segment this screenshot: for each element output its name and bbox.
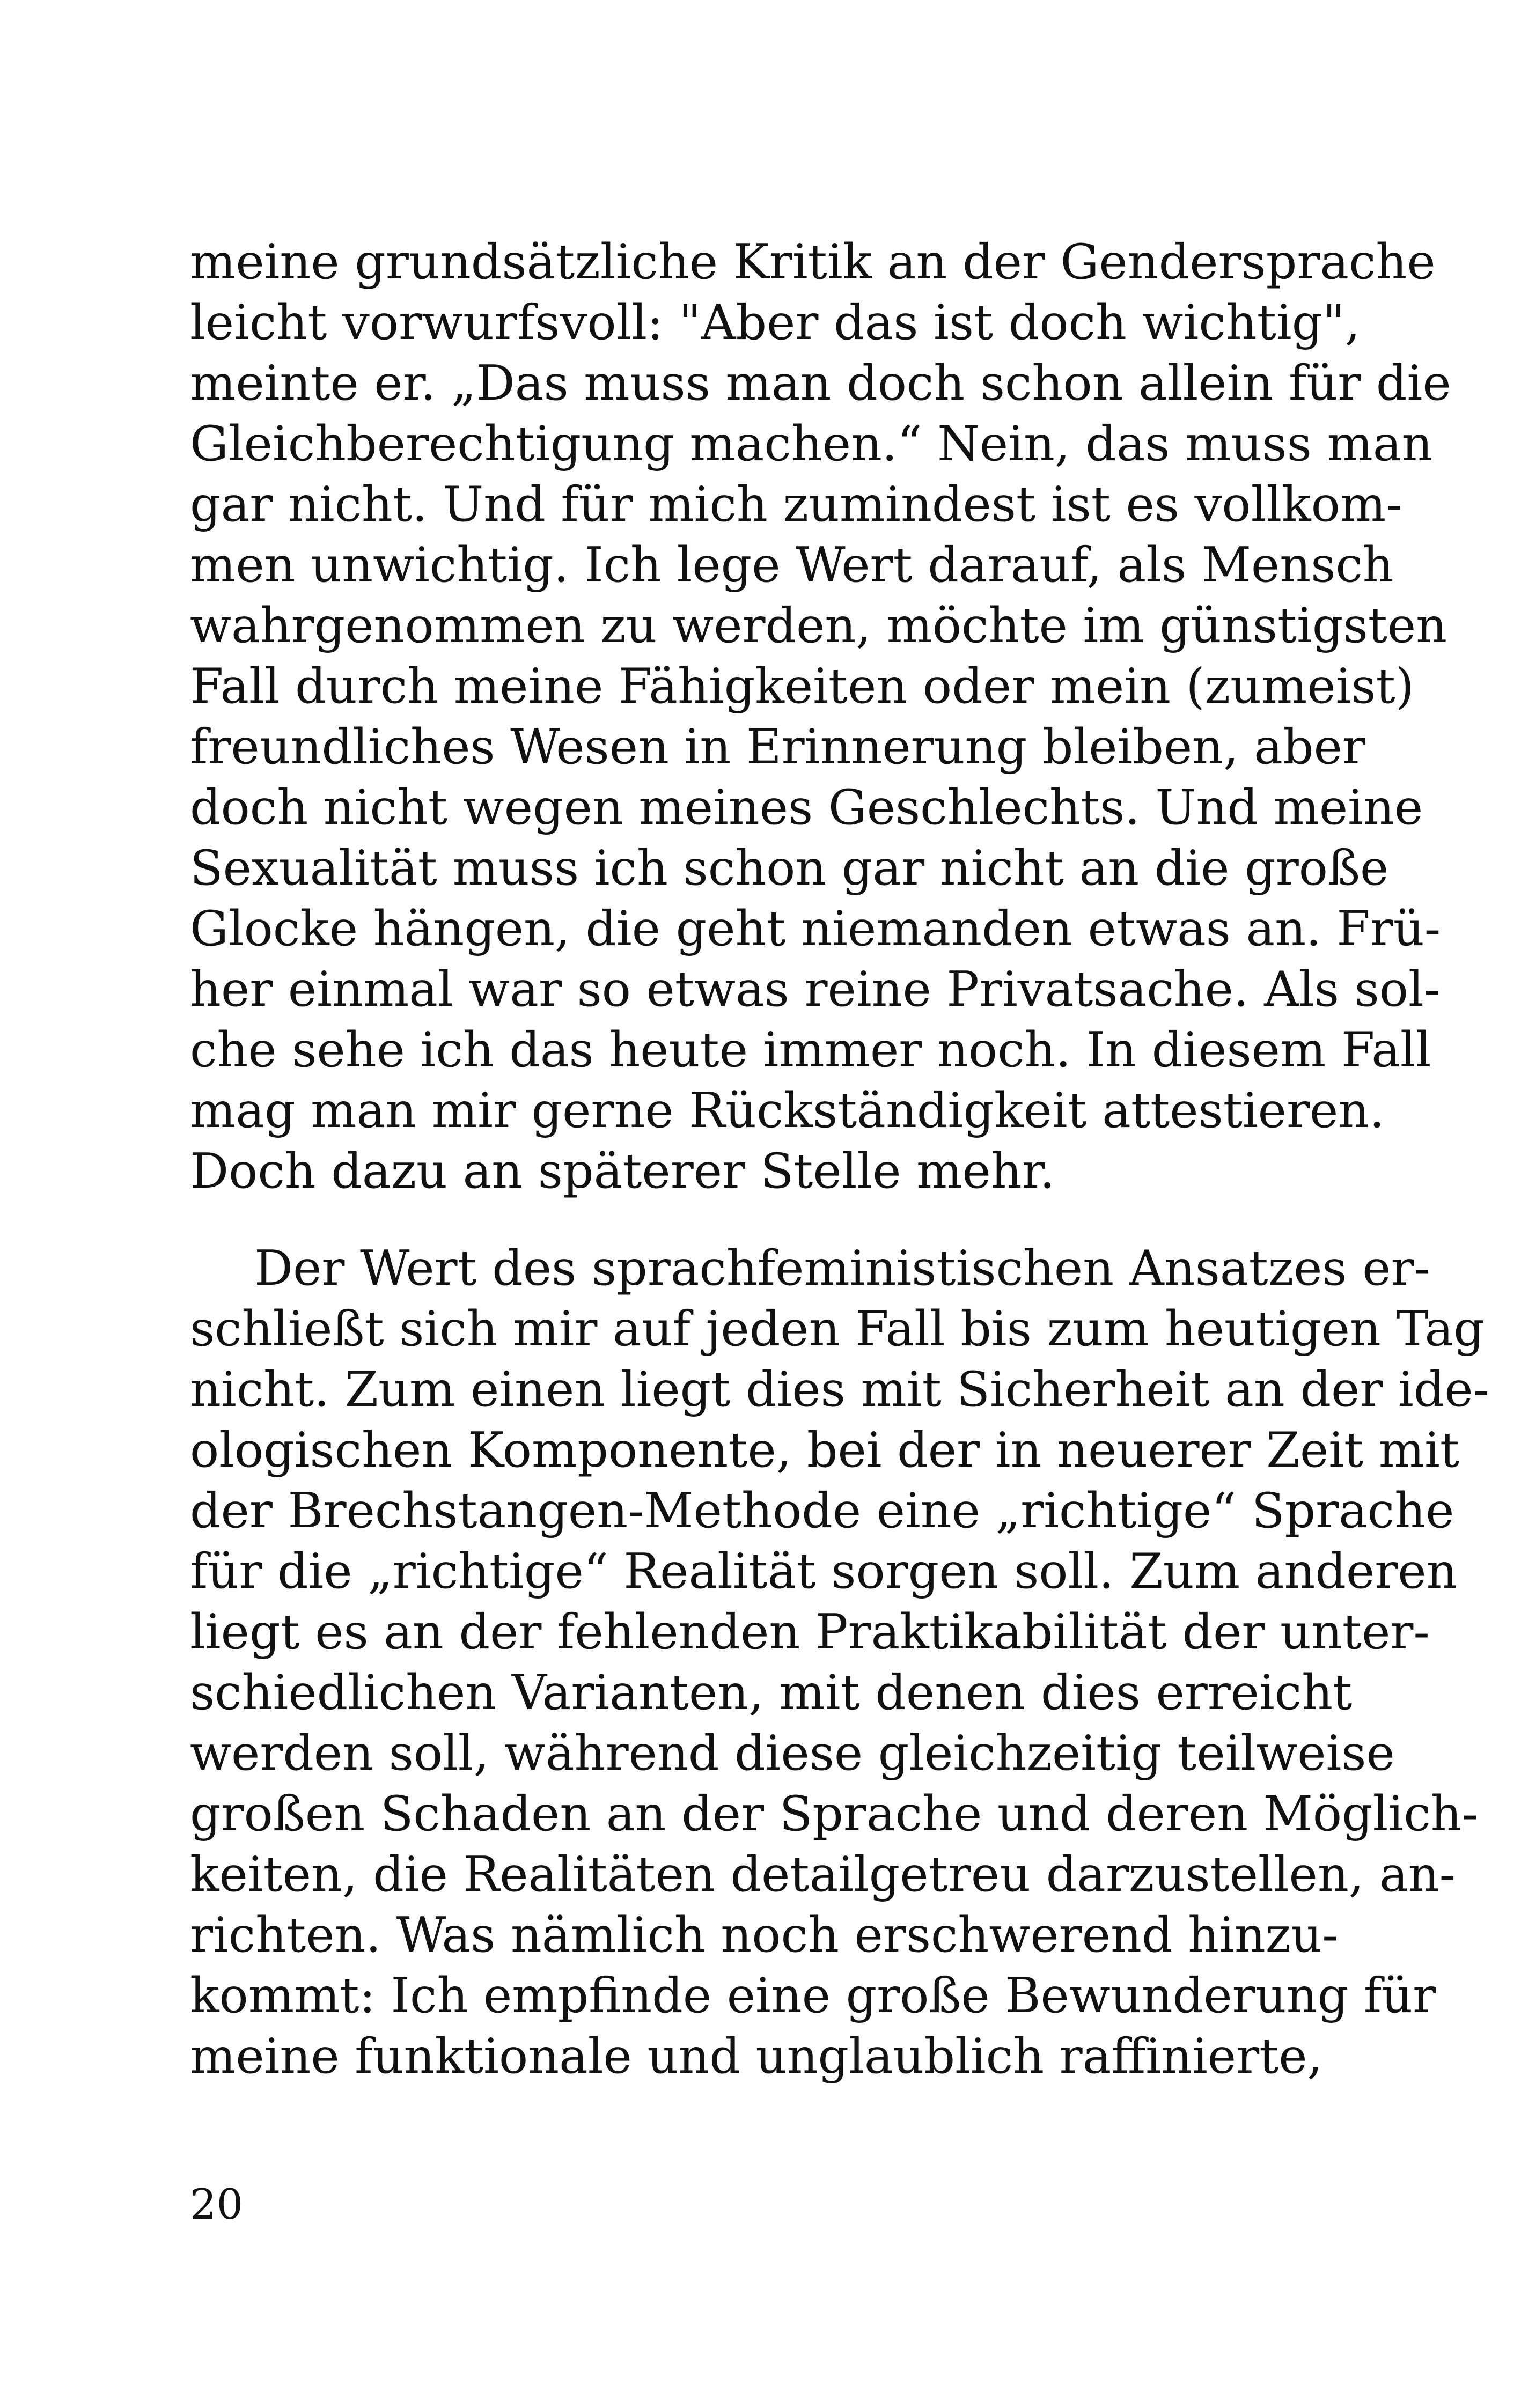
text-line: Doch dazu an späterer Stelle mehr. — [190, 1143, 1055, 1199]
text-line: her einmal war so etwas reine Privatsache. Als sol- — [190, 961, 1441, 1018]
text-line: großen Schaden an der Sprache und deren Möglich- — [190, 1786, 1478, 1842]
text-line: schiedlichen Varianten, mit denen dies erreicht — [190, 1665, 1353, 1721]
text-line: leicht vorwurfsvoll: "Aber das ist doch wichtig", — [190, 294, 1361, 351]
text-line: meinte er. „Das muss man doch schon allein für die — [190, 355, 1451, 411]
text-line: Sexualität muss ich schon gar nicht an die große — [190, 840, 1389, 896]
text-line: Fall durch meine Fähigkeiten oder mein (zumeist) — [190, 658, 1414, 715]
text-line: wahrgenommen zu werden, möchte im günstigsten — [190, 598, 1447, 654]
text-line: Glocke hängen, die geht niemanden etwas an. Frü- — [190, 901, 1441, 957]
text-line: liegt es an der fehlenden Praktikabilität der unter- — [190, 1604, 1430, 1660]
text-line: meine grundsätzliche Kritik an der Gendersprache — [190, 234, 1436, 290]
text-line: nicht. Zum einen liegt dies mit Sicherheit an der ide- — [190, 1361, 1490, 1418]
page-number: 20 — [190, 2181, 244, 2229]
text-line: meine funktionale und unglaublich raffinierte, — [190, 2028, 1323, 2085]
paragraph-1 — [190, 232, 1451, 1202]
text-line: Gleichberechtigung machen.“ Nein, das muss man — [190, 416, 1433, 472]
text-line: kommt: Ich empfinde eine große Bewunderung für — [190, 1968, 1436, 2024]
paragraph-2 — [190, 1238, 1490, 2087]
text-line: keiten, die Realitäten detailgetreu darzustellen, an- — [190, 1846, 1456, 1903]
paragraph-gap — [190, 1202, 1294, 1238]
text-line: men unwichtig. Ich lege Wert darauf, als Mensch — [190, 537, 1394, 593]
text-line: der Brechstangen-Methode eine „richtige“ Sprache — [190, 1483, 1454, 1539]
text-line: schließt sich mir auf jeden Fall bis zum heutigen Tag — [190, 1301, 1485, 1357]
text-line: ologischen Komponente, bei der in neuerer Zeit mit — [190, 1422, 1460, 1478]
text-line: werden soll, während diese gleichzeitig teilweise — [190, 1725, 1395, 1781]
text-line: Der Wert des sprachfeministischen Ansatzes er- — [254, 1240, 1430, 1297]
text-line: mag man mir gerne Rückständigkeit attestieren. — [190, 1083, 1385, 1139]
text-line: für die „richtige“ Realität sorgen soll. Zum anderen — [190, 1543, 1458, 1600]
text-line: gar nicht. Und für mich zumindest ist es vollkom- — [190, 476, 1402, 533]
text-line: richten. Was nämlich noch erschwerend hinzu- — [190, 1907, 1339, 1963]
text-line: doch nicht wegen meines Geschlechts. Und meine — [190, 779, 1423, 836]
body-text — [190, 232, 1490, 2087]
text-line: freundliches Wesen in Erinnerung bleiben, aber — [190, 719, 1365, 775]
text-line: che sehe ich das heute immer noch. In diesem Fall — [190, 1022, 1431, 1078]
